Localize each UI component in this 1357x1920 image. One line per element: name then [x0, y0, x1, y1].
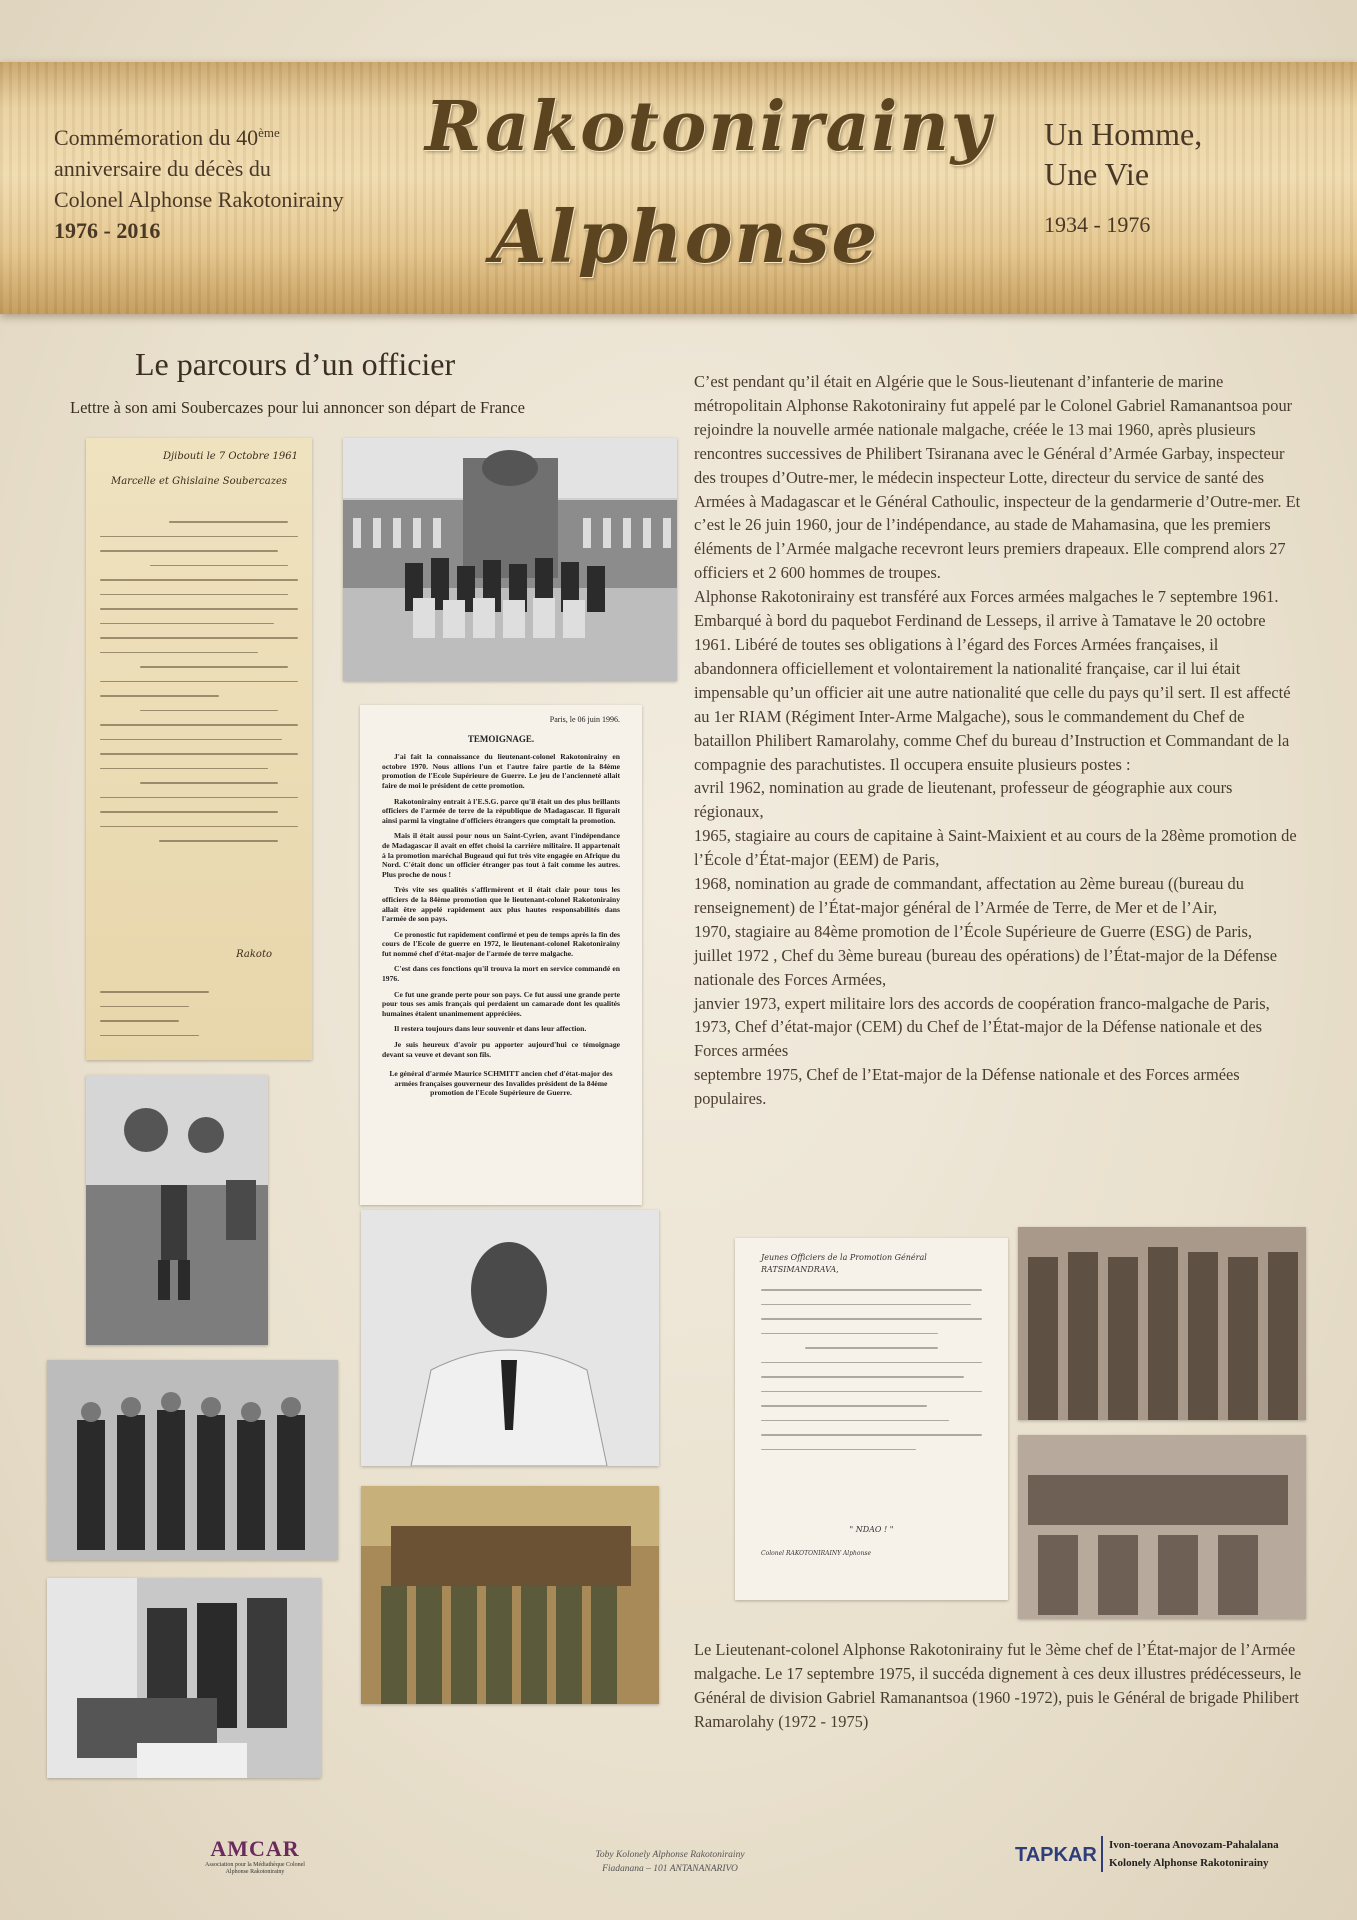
career-item: septembre 1975, Chef de l’Etat-major de la Défense nationale et des Forces armées populaires. [694, 1065, 1240, 1109]
testimony-signature: Le général d'armée Maurice SCHMITT ancien chef d'état-major des armées françaises gouverneur des Invalides président de la 84ème promotion de l'Ecole Supérieure de Guerre. [389, 1069, 613, 1098]
testimony-paragraph: C'est dans ces fonctions qu'il trouva la mort en service commandé en 1976. [382, 964, 620, 984]
career-item: 1970, stagiaire au 84ème promotion de l’École Supérieure de Guerre (ESG) de Paris, [694, 921, 1253, 941]
section-title: Le parcours d’un officier [135, 346, 456, 382]
parade-photo [86, 1075, 268, 1345]
commemoration-text [54, 117, 414, 246]
letter-greeting: Marcelle et Ghislaine Soubercazes [110, 476, 288, 487]
letter2-signed: Colonel RAKOTONIRAINY Alphonse [761, 1550, 872, 1557]
testimony-paragraph: Il restera toujours dans leur souvenir et dans leur affection. [394, 1024, 587, 1034]
portrait-photo [361, 1210, 659, 1466]
troops-sepia-photo [1018, 1435, 1306, 1619]
letter-to-young-officers [735, 1238, 1008, 1600]
letter-signature: Rakoto [236, 949, 272, 960]
testimony-paragraph: Je suis heureux d'avoir pu apporter aujourd'hui ce témoignage devant sa veuve et devant son fils. [382, 1040, 620, 1059]
life-dates: 1934 - 1976 [1044, 212, 1151, 237]
tagline [1044, 114, 1274, 238]
section-subtitle: Lettre à son ami Soubercazes pour lui annoncer son départ de France [70, 398, 525, 417]
tagline-line2: Une Vie [1044, 156, 1150, 192]
footer-address-line2: Fiadanana – 101 ANTANANARIVO [602, 1864, 738, 1874]
amcar-logo-mark: AMCAR [210, 1836, 300, 1861]
career-item: janvier 1973, expert militaire lors des accords de coopération franco-malgache de Paris, [694, 993, 1270, 1013]
career-item: avril 1962, nomination au grade de lieutenant, professeur de géographie aux cours régionaux, [694, 778, 1233, 822]
commemoration-line1: Commémoration du 40 [54, 125, 259, 150]
commemoration-years: 1976 - 2016 [54, 218, 161, 243]
testimony-paragraph: Mais il était aussi pour nous un Saint-Cyrien, avant l'indépendance de Madagascar il avait en effet choisi la carrière militaire. Il appartenait à la promotion maréchal Bugeaud qui fut très vite engagée en Afrique du Nord. C'était donc un officier étranger pas tout à fait comme les autres. Plus proche de nous ! [382, 831, 620, 879]
officers-color-photo [361, 1486, 659, 1704]
title-firstname: Alphonse [490, 194, 880, 279]
closing-paragraph: Le Lieutenant-colonel Alphonse Rakotonirainy fut le 3ème chef de l’État-major de l’Armée malgache. Le 17 septembre 1975, il succéda dignement à ces deux illustres prédécesseurs, le Général de division Gabriel Ramanantsoa (1960 -1972), puis le Général de brigade Philibert Ramarolahy (1972 - 1975) [694, 1640, 1302, 1731]
officers-group-sepia-photo [1018, 1227, 1306, 1420]
testimony-title: TEMOIGNAGE. [467, 733, 535, 744]
letter2-closing: " NDAO ! " [849, 1525, 894, 1534]
testimony-paragraph: Ce fut une grande perte pour son pays. Ce fut aussi une grande perte pour tous ses amis français qui perdaient un camarade dont les qualités humaines étaient unanimement appréciées. [382, 989, 620, 1018]
testimony-paragraph: Rakotonirainy entrait à l'E.S.G. parce qu'il était un des plus brillants officiers de l'armée de terre de la république de Madagascar. Il figurait ainsi parmi la vingtaine d'officiers étrangers que comptait la promotion. [382, 796, 620, 825]
career-item: juillet 1972 , Chef du 3ème bureau (bureau des opérations) de l’État-major de la Défense nationale des Forces Armées, [694, 945, 1278, 989]
tagline-line1: Un Homme, [1044, 116, 1203, 152]
career-item: 1965, stagiaire au cours de capitaine à Saint-Maixient et au cours de la 28ème promotion de l’École d’État-major (EEM) de Paris, [694, 826, 1297, 870]
header-banner [0, 62, 1357, 314]
testimony-paragraph: Très vite ses qualités s'affirmèrent et il était clair pour tous les officiers de la 84ème promotion que le lieutenant-colonel Rakotonirainy allait être appelé rapidement aux plus hautes responsabilités dans l'armée de son pays. [382, 885, 620, 924]
letter-date: Djibouti le 7 Octobre 1961 [163, 451, 298, 462]
signing-ceremony-photo [47, 1578, 321, 1778]
amcar-logo-subtitle: Association pour la Médiathèque Colonel Alphonse Rakotonirainy [205, 1862, 305, 1875]
tapkar-line1: Ivon-toerana Anovozam-Pahalalana [1109, 1839, 1279, 1851]
commemoration-line2: anniversaire du décès du [54, 156, 271, 181]
career-item: 1968, nomination au grade de commandant, affectation au 2ème bureau ((bureau du renseignement) de l’État-major général de l’Armée de Terre, de Mer et de l’Air, [694, 874, 1244, 917]
biography-text [694, 370, 1302, 1111]
testimony-paragraph: Ce pronostic fut rapidement confirmé et peu de temps après la fin des cours de l'Ecole de guerre en 1972, le lieutenant-colonel Rakotonirainy fut nommé chef d'état-major de l'armée de terre malgache. [382, 929, 620, 958]
footer-address [560, 1848, 780, 1876]
handwritten-letter-soubercazes [86, 438, 312, 1060]
amcar-logo [205, 1836, 305, 1876]
footer-address-line1: Toby Kolonely Alphonse Rakotonirainy [595, 1850, 745, 1860]
handwriting-lines [100, 508, 298, 855]
letter2-greeting: Jeunes Officiers de la Promotion Général RATSIMANDRAVA, [761, 1253, 927, 1274]
career-item: 1973, Chef d’état-major (CEM) du Chef de l’État-major de la Défense nationale et des Forces armées [694, 1017, 1263, 1061]
testimony-paragraph: J'ai fait la connaissance du lieutenant-colonel Rakotonirainy en octobre 1970. Nous allions l'un et l'autre faire partie de la 84ème promotion de l'Ecole Supérieure de Guerre. Le jeu de l'ancienneté allait faire de moi le président de cette promotion. [382, 752, 620, 790]
ecole-militaire-group-photo [343, 438, 677, 681]
testimony-date: Paris, le 06 juin 1996. [549, 715, 620, 724]
testimony-document [360, 705, 642, 1205]
commemoration-line3: Colonel Alphonse Rakotonirainy [54, 187, 344, 212]
tapkar-line2: Kolonely Alphonse Rakotonirainy [1109, 1857, 1269, 1869]
page-title [425, 72, 993, 292]
building-illustration [343, 438, 677, 681]
biography-paragraph: C’est pendant qu’il était en Algérie que le Sous-lieutenant d’infanterie de marine métropolitain Alphonse Rakotonirainy fut appelé par le Colonel Gabriel Ramanantsoa pour rejoindre la nouvelle armée nationale malgache, créée le 13 mai 1960, après plusieurs rencontres successives de Philibert Tsiranana avec le Général d’Armée Garbay, inspecteur des troupes d’Outre-mer, le médecin inspecteur Lotte, directeur du service de santé des Armées à Madagascar et le Général Cathoulic, inspecteur de la gendarmerie d’Outre-mer. Et c’est le 26 juin 1960, jour de l’indépendance, au stade de Mahamasina, que les premiers éléments de l’Armée malgache recevront leurs premiers drapeaux. Elle comprend alors 27 officiers et 2 600 hommes de troupes. [694, 372, 1301, 583]
tapkar-logo-mark: TAPKAR [1015, 1844, 1097, 1866]
biography-paragraph: Alphonse Rakotonirainy est transféré aux Forces armées malgaches le 7 septembre 1961. Embarqué à bord du paquebot Ferdinand de Lesseps, il arrive à Tamatave le 20 octobre 1961. Libéré de toutes ses obligations à l’égard des Forces Armées françaises, il abandonnera officiellement et volontairement la nationalité française, car il lui était impensable qu’un officier ait une autre nationalité que celle du pays qu’il sert. Il est affecté au 1er RIAM (Régiment Inter-Arme Malgache), sous le commandement du Chef de bataillon Philibert Ramarolahy, comme Chef du bureau d’Instruction et Commandant de la compagnie des parachutistes. Il occupera ensuite plusieurs postes : [694, 587, 1291, 774]
title-surname: Rakotonirainy [425, 87, 993, 167]
delegation-photo [47, 1360, 338, 1560]
commemoration-sup: ème [258, 125, 280, 140]
